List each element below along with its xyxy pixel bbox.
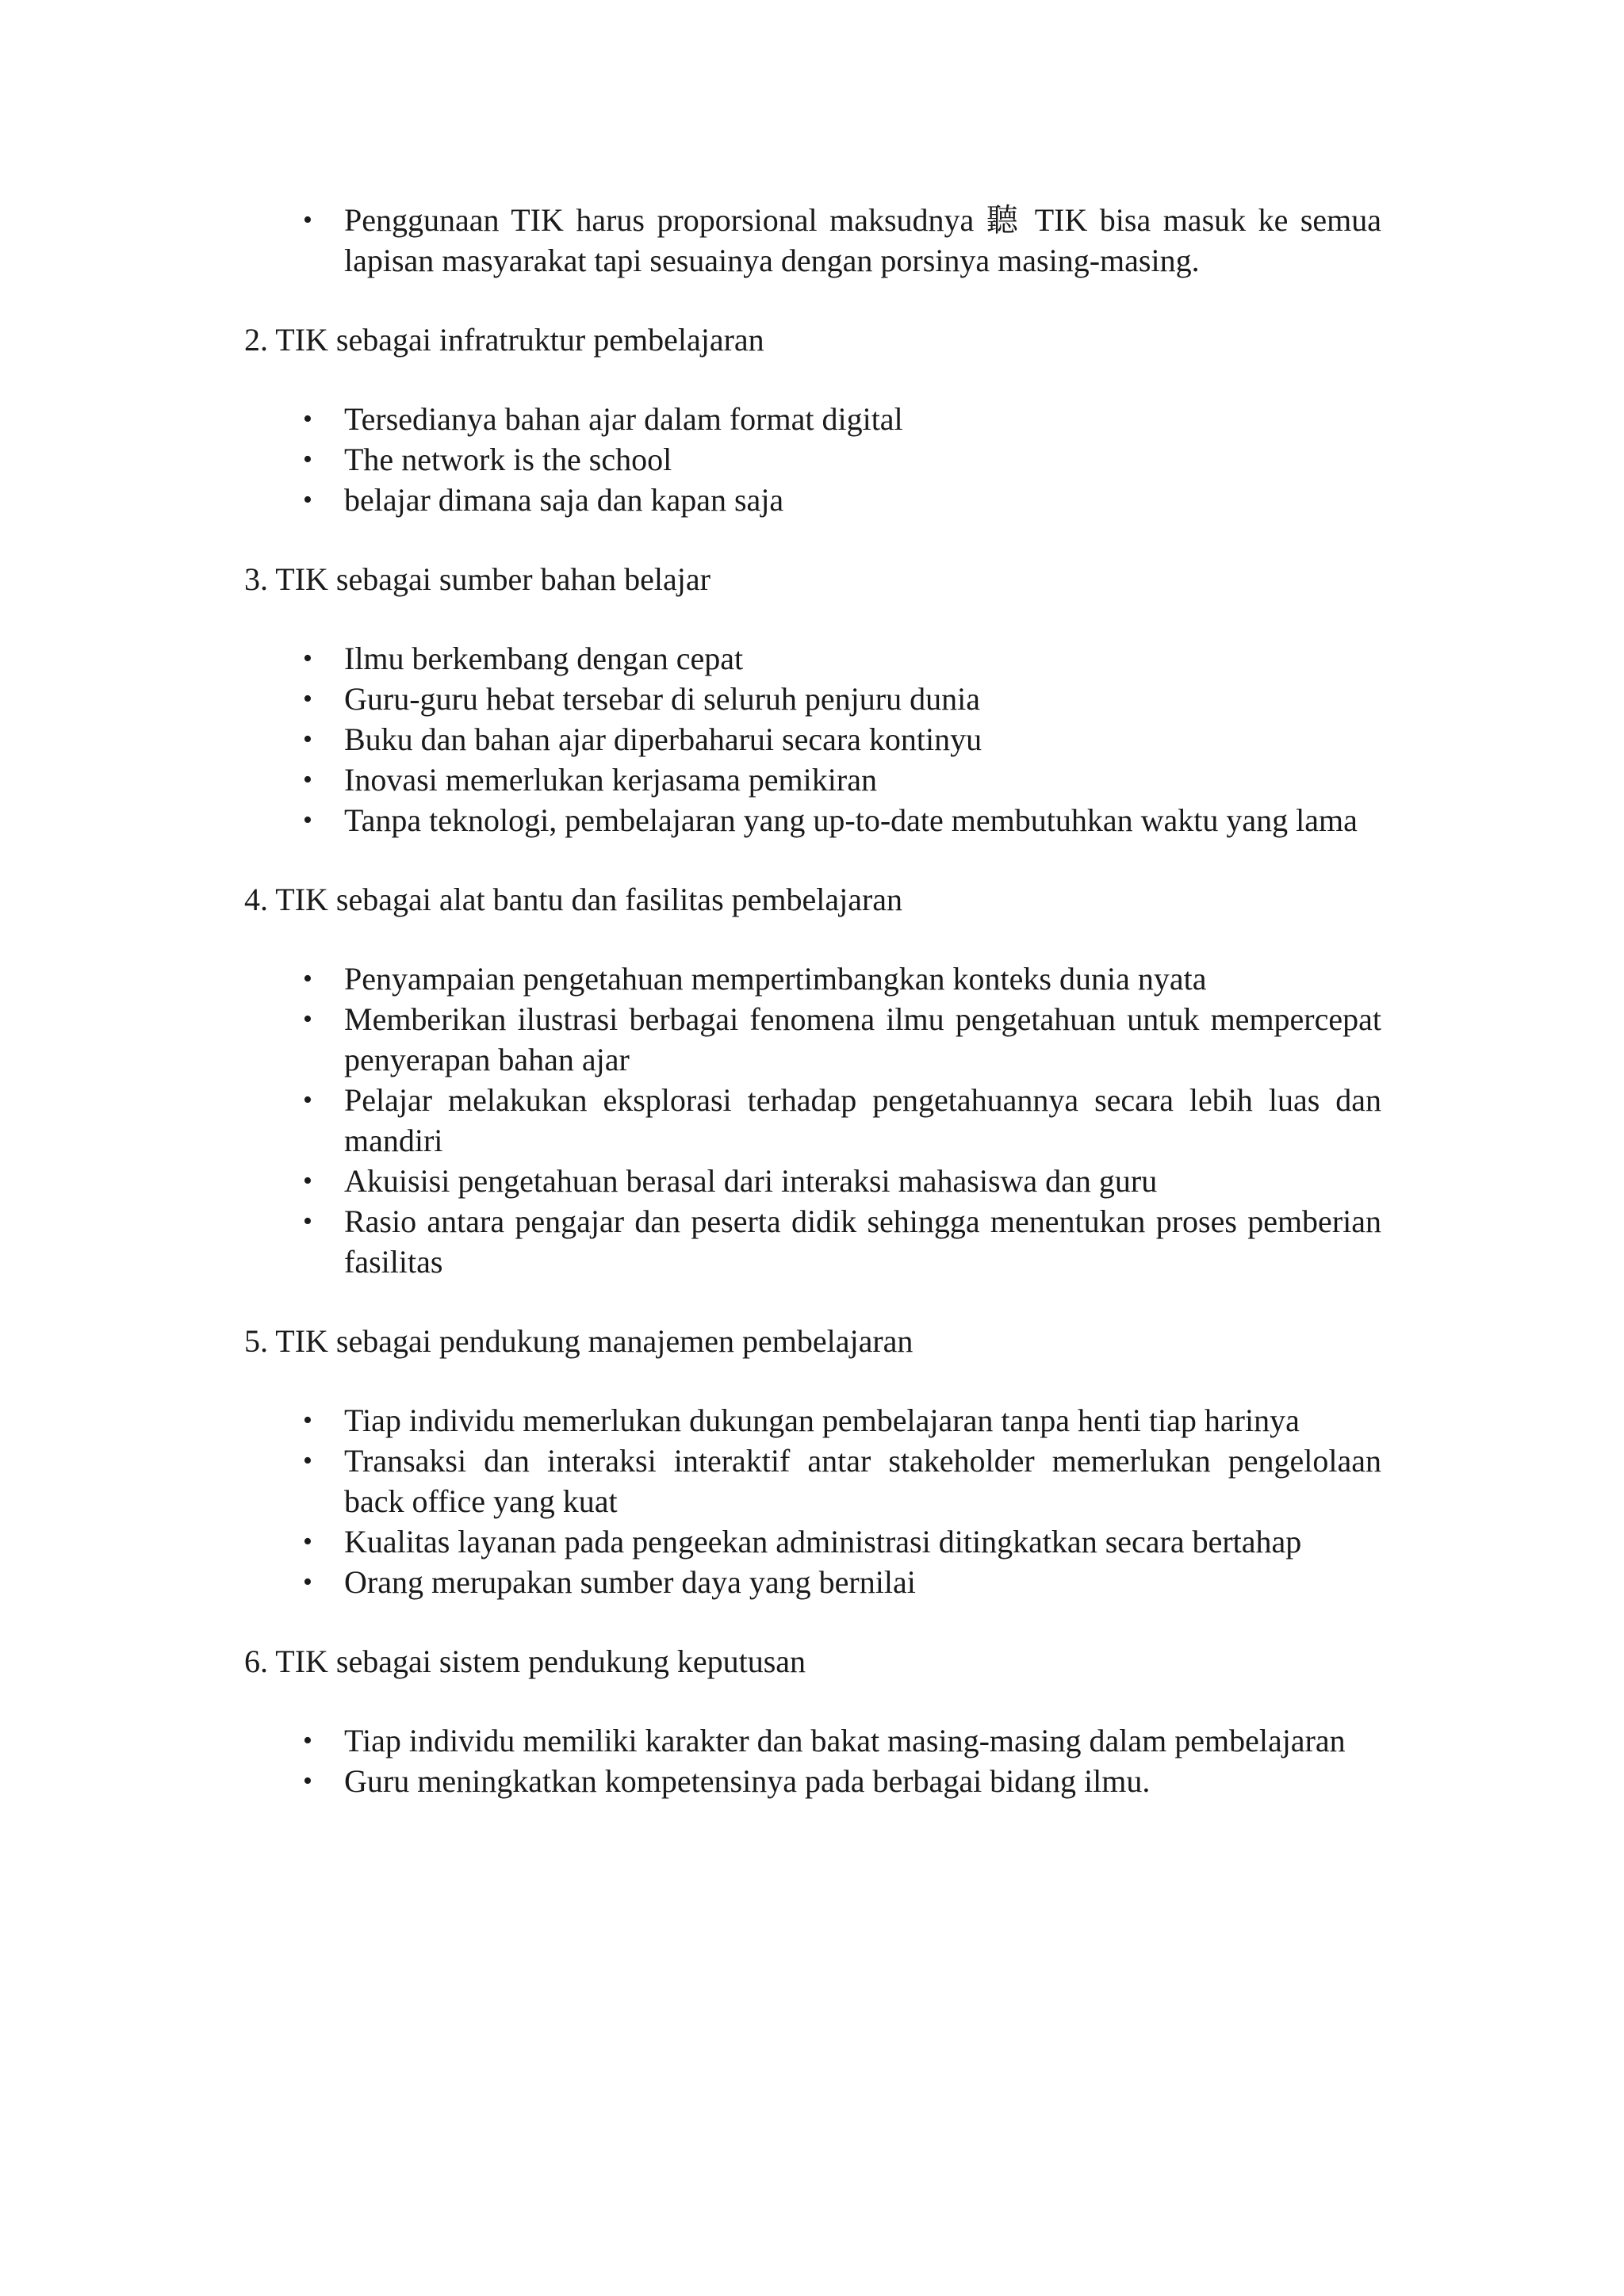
list-item-text: Rasio antara pengajar dan peserta didik sehingga menentukan proses pemberian fasilitas [344, 1203, 1381, 1280]
list-item [0, 1161, 1624, 1201]
list-item-text: Buku dan bahan ajar diperbaharui secara kontinyu [344, 721, 982, 757]
list-item [0, 1720, 1624, 1761]
list-item [0, 480, 1624, 520]
section-bullet-list [0, 638, 1624, 840]
bullet-marker: • [303, 684, 312, 714]
bullet-marker: • [303, 485, 312, 515]
section-heading: 6. TIK sebagai sistem pendukung keputusan [244, 1644, 806, 1679]
bullet-marker: • [303, 445, 312, 474]
list-item-text: Penyampaian pengetahuan mempertimbangkan konteks dunia nyata [344, 961, 1207, 997]
bullet-marker: • [303, 765, 312, 794]
list-item [0, 760, 1624, 800]
list-item [0, 959, 1624, 999]
bullet-marker: • [303, 1166, 312, 1196]
intro-list-block [0, 200, 1624, 281]
list-item [0, 1201, 1624, 1282]
section-bullet-list [0, 1400, 1624, 1602]
list-item-text: belajar dimana saja dan kapan saja [344, 482, 784, 518]
bullet-marker: • [303, 964, 312, 993]
bullet-marker: • [303, 725, 312, 754]
list-item-text: Pelajar melakukan eksplorasi terhadap pengetahuannya secara lebih luas dan mandiri [344, 1082, 1381, 1158]
bullet-marker: • [303, 1726, 312, 1755]
section-heading: 2. TIK sebagai infratruktur pembelajaran [244, 322, 764, 358]
list-item [0, 1441, 1624, 1521]
list-item [0, 399, 1624, 439]
bullet-marker: • [303, 1207, 312, 1236]
section-bullet-list [0, 959, 1624, 1282]
list-item-text: The network is the school [344, 442, 672, 477]
list-item-text: Tiap individu memerlukan dukungan pembelajaran tanpa henti tiap harinya [344, 1402, 1300, 1438]
list-item [0, 1761, 1624, 1801]
bullet-marker: • [303, 1766, 312, 1796]
list-item [0, 679, 1624, 719]
list-item [0, 439, 1624, 480]
list-item [0, 1400, 1624, 1441]
bullet-marker: • [303, 1085, 312, 1115]
bullet-marker: • [303, 806, 312, 835]
list-item [0, 800, 1624, 840]
list-item [0, 638, 1624, 679]
intro-bullet-list [0, 200, 1624, 281]
list-item-text: Tiap individu memiliki karakter dan bakat masing-masing dalam pembelajaran [344, 1723, 1346, 1758]
section-heading: 3. TIK sebagai sumber bahan belajar [244, 561, 710, 597]
list-item [0, 1562, 1624, 1602]
list-item-text: Transaksi dan interaksi interaktif antar stakeholder memerlukan pengelolaan back office yang kuat [344, 1443, 1381, 1519]
list-item-text: Memberikan ilustrasi berbagai fenomena ilmu pengetahuan untuk mempercepat penyerapan bahan ajar [344, 1001, 1381, 1077]
list-item-text: Kualitas layanan pada pengeekan administrasi ditingkatkan secara bertahap [344, 1524, 1302, 1559]
section-bullet-list [0, 1720, 1624, 1801]
list-item [0, 719, 1624, 760]
list-item [0, 200, 1624, 281]
list-item-text: Penggunaan TIK harus proporsional maksudnya 聽 TIK bisa masuk ke semua lapisan masyarakat tapi sesuainya dengan porsinya masing-masing. [344, 202, 1381, 278]
section-heading: 5. TIK sebagai pendukung manajemen pembelajaran [244, 1323, 914, 1359]
list-item-text: Ilmu berkembang dengan cepat [344, 641, 744, 676]
section-bullet-list [0, 399, 1624, 520]
list-item [0, 999, 1624, 1080]
bullet-marker: • [303, 205, 312, 235]
bullet-marker: • [303, 404, 312, 434]
bullet-marker: • [303, 1446, 312, 1475]
list-item-text: Inovasi memerlukan kerjasama pemikiran [344, 762, 877, 798]
list-item [0, 1080, 1624, 1161]
list-item-text: Tersedianya bahan ajar dalam format digital [344, 401, 903, 437]
list-item-text: Orang merupakan sumber daya yang bernilai [344, 1564, 916, 1600]
bullet-marker: • [303, 1527, 312, 1556]
bullet-marker: • [303, 1567, 312, 1597]
bullet-marker: • [303, 1406, 312, 1435]
list-item-text: Akuisisi pengetahuan berasal dari interaksi mahasiswa dan guru [344, 1163, 1158, 1199]
list-item-text: Tanpa teknologi, pembelajaran yang up-to-date membutuhkan waktu yang lama [344, 802, 1358, 838]
list-item-text: Guru meningkatkan kompetensinya pada berbagai bidang ilmu. [344, 1763, 1151, 1799]
section-heading: 4. TIK sebagai alat bantu dan fasilitas pembelajaran [244, 882, 903, 917]
list-item-text: Guru-guru hebat tersebar di seluruh penjuru dunia [344, 681, 980, 717]
list-item [0, 1521, 1624, 1562]
bullet-marker: • [303, 644, 312, 673]
bullet-marker: • [303, 1004, 312, 1034]
